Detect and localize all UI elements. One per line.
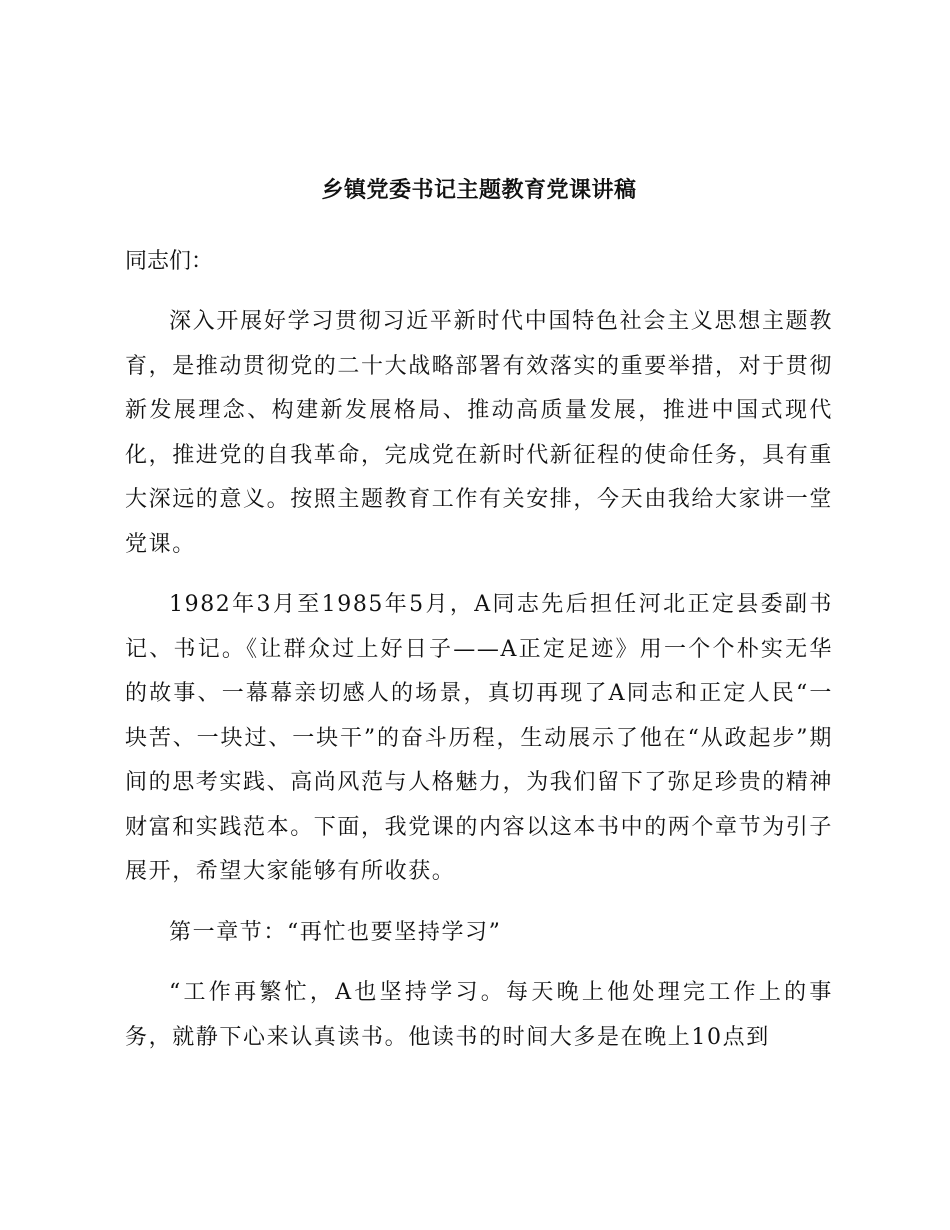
paragraph-chapter-one-body: “工作再繁忙，A也坚持学习。每天晚上他处理完工作上的事务，就静下心来认真读书。他读书的时间大多是在晚上10点到 [125,980,833,1050]
salutation: 同志们： [125,249,214,274]
paragraph-background: 1982年3月至1985年5月，A同志先后担任河北正定县委副书记、书记。《让群众过上好日子——A正定足迹》用一个个朴实无华的故事、一幕幕亲切感人的场景，真切再现了A同志和正定人民“一块苦、一块过、一块干”的奋斗历程，生动展示了他在“从政起步”期间的思考实践、高尚风范与人格魅力，为我们留下了弥足珍贵的精神财富和实践范本。下面，我党课的内容以这本书中的两个章节为引子展开，希望大家能够有所收获。 [125,592,834,884]
document-title: 乡镇党委书记主题教育党课讲稿 [321,177,637,203]
paragraph-intro: 深入开展好学习贯彻习近平新时代中国特色社会主义思想主题教育，是推动贯彻党的二十大战略部署有效落实的重要举措，对于贯彻新发展理念、构建新发展格局、推动高质量发展，推进中国式现代化，推进党的自我革命，完成党在新时代新征程的使命任务，具有重大深远的意义。按照主题教育工作有关安排，今天由我给大家讲一堂党课。 [125,309,834,557]
document-page [125,168,833,1060]
section-heading-chapter-one: 第一章节：“再忙也要坚持学习” [169,919,502,945]
